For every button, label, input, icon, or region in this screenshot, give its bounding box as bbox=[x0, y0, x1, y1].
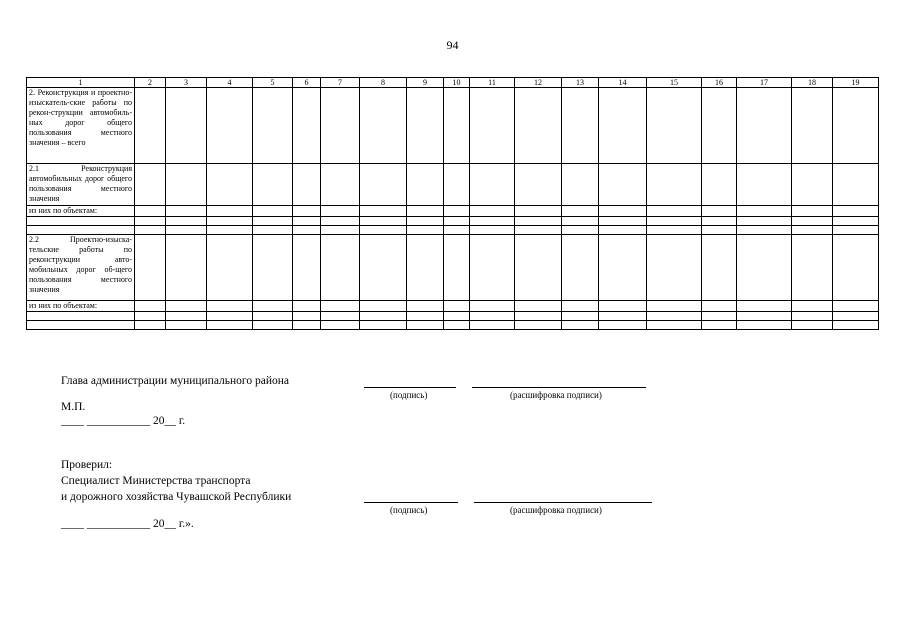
report-table bbox=[26, 77, 879, 330]
table-cell bbox=[737, 206, 792, 217]
signature-caption: (подпись) bbox=[390, 390, 428, 400]
table-cell bbox=[166, 321, 207, 330]
table-cell bbox=[166, 312, 207, 321]
signature-line bbox=[364, 387, 456, 388]
row-label bbox=[27, 217, 135, 226]
table-cell bbox=[792, 301, 833, 312]
table-cell bbox=[444, 226, 470, 235]
row-label: 2. Реконструкция и проектно-изыскатель-ские работы по рекон-струкции автомобиль-ных дорог общего пользования местного значения – всего bbox=[27, 88, 135, 164]
table-cell bbox=[253, 321, 293, 330]
table-cell bbox=[166, 206, 207, 217]
table-cell bbox=[407, 88, 444, 164]
table-cell bbox=[166, 235, 207, 301]
table-cell bbox=[737, 217, 792, 226]
table-cell bbox=[135, 301, 166, 312]
table-cell bbox=[470, 217, 515, 226]
table-cell bbox=[166, 217, 207, 226]
table-cell bbox=[562, 164, 599, 206]
table-cell bbox=[253, 164, 293, 206]
table-cell bbox=[360, 301, 407, 312]
table-cell bbox=[792, 312, 833, 321]
checked-label: Проверил: bbox=[61, 459, 113, 471]
table-cell bbox=[792, 321, 833, 330]
table-cell bbox=[647, 88, 702, 164]
specialist-title-line2: и дорожного хозяйства Чувашской Республики bbox=[61, 491, 292, 503]
stamp-placeholder: М.П. bbox=[61, 401, 86, 413]
table-row bbox=[27, 321, 879, 330]
table-cell bbox=[253, 226, 293, 235]
table-cell bbox=[792, 235, 833, 301]
table-cell bbox=[360, 226, 407, 235]
table-cell bbox=[833, 217, 879, 226]
table-cell bbox=[562, 235, 599, 301]
table-cell bbox=[470, 88, 515, 164]
column-header: 7 bbox=[321, 78, 360, 88]
column-header: 15 bbox=[647, 78, 702, 88]
table-cell bbox=[444, 321, 470, 330]
table-cell bbox=[647, 235, 702, 301]
column-header: 10 bbox=[444, 78, 470, 88]
decode-signature-line bbox=[474, 502, 652, 503]
table-cell bbox=[833, 206, 879, 217]
table-row bbox=[27, 301, 879, 312]
table-cell bbox=[444, 301, 470, 312]
table-cell bbox=[253, 301, 293, 312]
table-cell bbox=[833, 312, 879, 321]
table-cell bbox=[166, 226, 207, 235]
table-row bbox=[27, 88, 879, 164]
table-cell bbox=[599, 301, 647, 312]
table-row bbox=[27, 226, 879, 235]
table-cell bbox=[515, 164, 562, 206]
table-cell bbox=[321, 235, 360, 301]
row-label: из них по объектам: bbox=[27, 301, 135, 312]
table-cell bbox=[444, 235, 470, 301]
table-cell bbox=[562, 88, 599, 164]
table-cell bbox=[321, 312, 360, 321]
decode-caption: (расшифровка подписи) bbox=[510, 390, 602, 400]
column-header: 18 bbox=[792, 78, 833, 88]
table-cell bbox=[407, 206, 444, 217]
table-cell bbox=[562, 312, 599, 321]
table-cell bbox=[166, 301, 207, 312]
row-label bbox=[27, 226, 135, 235]
column-header: 12 bbox=[515, 78, 562, 88]
signature-line bbox=[364, 502, 458, 503]
table-row bbox=[27, 312, 879, 321]
table-cell bbox=[599, 312, 647, 321]
table-cell bbox=[792, 206, 833, 217]
decode-signature-line bbox=[472, 387, 646, 388]
table-cell bbox=[135, 321, 166, 330]
page-number: 94 bbox=[446, 38, 459, 52]
table-cell bbox=[470, 164, 515, 206]
table-cell bbox=[321, 321, 360, 330]
table-cell bbox=[702, 312, 737, 321]
table-cell bbox=[166, 164, 207, 206]
column-header: 4 bbox=[207, 78, 253, 88]
table-cell bbox=[515, 217, 562, 226]
table-cell bbox=[207, 88, 253, 164]
table-cell bbox=[702, 301, 737, 312]
column-header: 5 bbox=[253, 78, 293, 88]
table-cell bbox=[737, 226, 792, 235]
table-cell bbox=[470, 206, 515, 217]
table-cell bbox=[737, 312, 792, 321]
column-header: 2 bbox=[135, 78, 166, 88]
table-cell bbox=[833, 301, 879, 312]
table-cell bbox=[360, 235, 407, 301]
table-cell bbox=[599, 164, 647, 206]
table-cell bbox=[293, 301, 321, 312]
table-cell bbox=[702, 217, 737, 226]
table-cell bbox=[647, 321, 702, 330]
column-header: 9 bbox=[407, 78, 444, 88]
table-cell bbox=[792, 217, 833, 226]
table-cell bbox=[737, 235, 792, 301]
table-cell bbox=[321, 301, 360, 312]
table-cell bbox=[792, 88, 833, 164]
table-cell bbox=[321, 88, 360, 164]
table-cell bbox=[253, 88, 293, 164]
table-cell bbox=[293, 88, 321, 164]
date-line: ____ ___________ 20__ г. bbox=[61, 415, 186, 427]
table-cell bbox=[135, 217, 166, 226]
specialist-title-line1: Специалист Министерства транспорта bbox=[61, 475, 251, 487]
date-line: ____ ___________ 20__ г.». bbox=[61, 518, 194, 530]
table-cell bbox=[833, 88, 879, 164]
table-cell bbox=[360, 206, 407, 217]
table-cell bbox=[562, 321, 599, 330]
table-cell bbox=[833, 321, 879, 330]
table-row bbox=[27, 235, 879, 301]
table-cell bbox=[792, 226, 833, 235]
table-cell bbox=[737, 321, 792, 330]
signature-caption: (подпись) bbox=[390, 505, 428, 515]
table-cell bbox=[293, 226, 321, 235]
table-cell bbox=[253, 206, 293, 217]
table-cell bbox=[792, 164, 833, 206]
table-cell bbox=[407, 217, 444, 226]
table-cell bbox=[293, 206, 321, 217]
table-cell bbox=[599, 88, 647, 164]
table-cell bbox=[407, 164, 444, 206]
table-cell bbox=[647, 301, 702, 312]
table-cell bbox=[444, 217, 470, 226]
table-cell bbox=[407, 312, 444, 321]
table-cell bbox=[321, 226, 360, 235]
column-header: 13 bbox=[562, 78, 599, 88]
table-cell bbox=[515, 206, 562, 217]
table-cell bbox=[135, 312, 166, 321]
table-cell bbox=[321, 217, 360, 226]
table-cell bbox=[647, 217, 702, 226]
table-cell bbox=[647, 226, 702, 235]
table-cell bbox=[515, 226, 562, 235]
decode-caption: (расшифровка подписи) bbox=[510, 505, 602, 515]
row-label: 2.1 Реконструкция автомобильных дорог общего пользования местного значения bbox=[27, 164, 135, 206]
table-cell bbox=[647, 312, 702, 321]
table-cell bbox=[599, 226, 647, 235]
table-cell bbox=[470, 321, 515, 330]
table-cell bbox=[515, 312, 562, 321]
table-cell bbox=[360, 88, 407, 164]
table-cell bbox=[135, 88, 166, 164]
table-cell bbox=[470, 226, 515, 235]
table-cell bbox=[515, 235, 562, 301]
table-cell bbox=[444, 312, 470, 321]
table-cell bbox=[562, 206, 599, 217]
table-cell bbox=[599, 206, 647, 217]
table-cell bbox=[702, 226, 737, 235]
table-header-row bbox=[27, 78, 879, 88]
table-row bbox=[27, 206, 879, 217]
column-header: 6 bbox=[293, 78, 321, 88]
table-cell bbox=[207, 226, 253, 235]
table-cell bbox=[360, 312, 407, 321]
table-cell bbox=[253, 235, 293, 301]
table-cell bbox=[515, 88, 562, 164]
table-cell bbox=[253, 312, 293, 321]
table-cell bbox=[360, 321, 407, 330]
table-cell bbox=[135, 235, 166, 301]
table-cell bbox=[293, 312, 321, 321]
table-cell bbox=[647, 206, 702, 217]
table-cell bbox=[207, 301, 253, 312]
table-cell bbox=[444, 164, 470, 206]
table-cell bbox=[562, 217, 599, 226]
column-header: 11 bbox=[470, 78, 515, 88]
table-cell bbox=[135, 226, 166, 235]
table-cell bbox=[207, 164, 253, 206]
table-cell bbox=[166, 88, 207, 164]
table-cell bbox=[207, 206, 253, 217]
table-cell bbox=[360, 164, 407, 206]
table-cell bbox=[470, 301, 515, 312]
table-cell bbox=[702, 321, 737, 330]
table-cell bbox=[470, 235, 515, 301]
table-cell bbox=[833, 235, 879, 301]
table-cell bbox=[207, 321, 253, 330]
table-cell bbox=[360, 217, 407, 226]
row-label bbox=[27, 312, 135, 321]
column-header: 17 bbox=[737, 78, 792, 88]
column-header: 14 bbox=[599, 78, 647, 88]
table-cell bbox=[562, 301, 599, 312]
column-header: 16 bbox=[702, 78, 737, 88]
row-label: 2.2 Проектно-изыска-тельские работы по реконструкции авто-мобильных дорог об-щего пользования местного значения bbox=[27, 235, 135, 301]
table-cell bbox=[293, 164, 321, 206]
table-cell bbox=[737, 301, 792, 312]
table-row bbox=[27, 217, 879, 226]
table-cell bbox=[833, 226, 879, 235]
table-cell bbox=[599, 321, 647, 330]
table-cell bbox=[207, 312, 253, 321]
row-label bbox=[27, 321, 135, 330]
table-cell bbox=[444, 206, 470, 217]
table-cell bbox=[407, 321, 444, 330]
table-cell bbox=[293, 235, 321, 301]
head-of-administration-title: Глава администрации муниципального района bbox=[61, 375, 290, 387]
table-cell bbox=[407, 301, 444, 312]
table-row bbox=[27, 164, 879, 206]
table-cell bbox=[702, 164, 737, 206]
table-cell bbox=[444, 88, 470, 164]
table-cell bbox=[321, 206, 360, 217]
table-cell bbox=[293, 321, 321, 330]
table-cell bbox=[833, 164, 879, 206]
table-cell bbox=[207, 217, 253, 226]
table-cell bbox=[599, 235, 647, 301]
table-cell bbox=[135, 206, 166, 217]
table-cell bbox=[321, 164, 360, 206]
table-cell bbox=[737, 88, 792, 164]
table-cell bbox=[253, 217, 293, 226]
column-header: 8 bbox=[360, 78, 407, 88]
table-cell bbox=[702, 88, 737, 164]
table-cell bbox=[293, 217, 321, 226]
table-cell bbox=[407, 226, 444, 235]
column-header: 19 bbox=[833, 78, 879, 88]
table-cell bbox=[562, 226, 599, 235]
table-cell bbox=[599, 217, 647, 226]
table-cell bbox=[702, 235, 737, 301]
table-cell bbox=[515, 301, 562, 312]
table-cell bbox=[207, 235, 253, 301]
column-header: 3 bbox=[166, 78, 207, 88]
table-cell bbox=[470, 312, 515, 321]
row-label: из них по объектам: bbox=[27, 206, 135, 217]
table-cell bbox=[407, 235, 444, 301]
table-cell bbox=[135, 164, 166, 206]
table-cell bbox=[515, 321, 562, 330]
table-cell bbox=[737, 164, 792, 206]
column-header: 1 bbox=[27, 78, 135, 88]
table-cell bbox=[647, 164, 702, 206]
table-cell bbox=[702, 206, 737, 217]
